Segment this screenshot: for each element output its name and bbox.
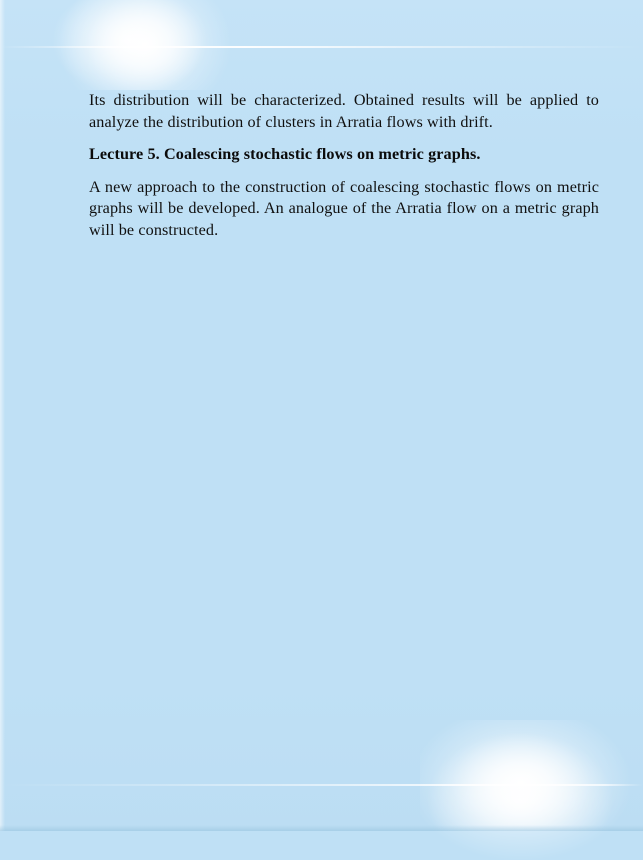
paragraph-distribution: Its distribution will be characterized. Obtained results will be applied to analyze the distribution of clusters in Arratia flows with drift.: [89, 91, 599, 131]
bottom-light-streak: [0, 784, 643, 786]
lecture-5-heading: Lecture 5. Coalescing stochastic flows on metric graphs.: [89, 145, 481, 163]
top-light-streak: [0, 46, 643, 48]
paragraph-new-approach: A new approach to the construction of coalescing stochastic flows on metric graphs will be developed. An analogue of the Arratia flow on a metric graph will be constructed.: [89, 177, 599, 239]
page-content: [89, 90, 599, 241]
bottom-edge-shadow: [0, 825, 643, 831]
left-edge-highlight: [0, 0, 5, 831]
top-light-glare: [60, 0, 230, 90]
bottom-light-glare: [420, 720, 630, 860]
